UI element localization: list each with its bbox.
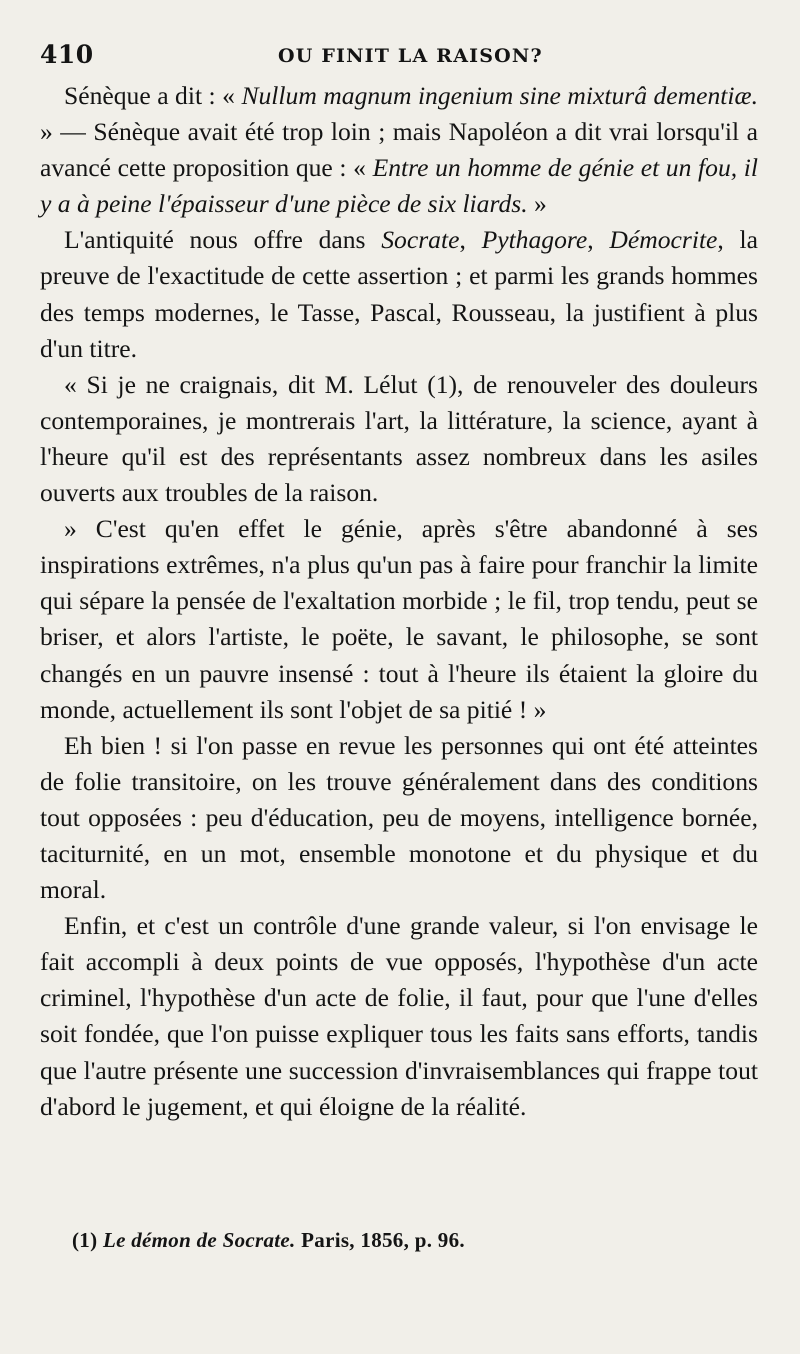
text-run: L'antiquité nous offre dans <box>64 225 382 255</box>
footnote-rest: Paris, 1856, p. 96. <box>301 1228 465 1252</box>
paragraph <box>40 511 758 728</box>
text-run: Sénèque a dit : « <box>64 81 242 110</box>
footnote <box>72 1228 465 1253</box>
paragraph <box>40 222 758 366</box>
paragraph <box>40 367 758 511</box>
text-run: , <box>587 225 610 255</box>
text-run: » <box>527 189 547 219</box>
italic-text: Nullum magnum ingenium sine mixturâ dementiæ. <box>241 81 758 110</box>
italic-text: Démocrite <box>609 225 718 255</box>
italic-text: Entre un homme de génie et un fou, il y a à peine l'épaisseur d'une pièce de six liards. <box>40 153 758 219</box>
text-run: , la preuve de l'exactitude de cette assertion ; et parmi les grands hommes des temps modernes, le Tasse, Pascal, Rousseau, la justifient à plus d'un titre. <box>40 225 759 363</box>
text-run: Enfin, et c'est un contrôle d'une grande valeur, si l'on envisage le fait accompli à deux points de vue opposés, l'hypothèse d'un acte criminel, l'hypothèse d'un acte de folie, il faut, pour que l'une d'elles soit fondée, que l'on puisse expliquer tous les faits sans efforts, tandis que l'autre présente une succession d'invraisemblances qui frappe tout d'abord le jugement, et qui éloigne de la réalité. <box>40 911 758 1121</box>
footnote-title: Le démon de Socrate. <box>102 1228 296 1252</box>
body-text <box>40 78 758 1125</box>
text-run: » C'est qu'en effet le génie, après s'être abandonné à ses inspirations extrêmes, n'a plus qu'un pas à faire pour franchir la limite qui sépare la pensée de l'exaltation morbide ; le fil, trop tendu, peut se briser, et alors l'artiste, le poëte, le savant, le philosophe, se sont changés en un pauvre insensé : tout à l'heure ils étaient la gloire du monde, actuellement ils sont l'objet de sa pitié ! » <box>40 514 758 724</box>
running-title: OU FINIT LA RAISON? <box>278 45 543 67</box>
text-run: « Si je ne craignais, dit M. Lélut (1), de renouveler des douleurs contemporaines, je montrerais l'art, la littérature, la science, ayant à l'heure qu'il est des représentants assez nombreux dans les asiles ouverts aux troubles de la raison. <box>40 369 758 508</box>
italic-text: Pythagore <box>481 225 588 255</box>
paragraph <box>40 728 758 908</box>
running-head <box>40 40 760 74</box>
footnote-marker: (1) <box>72 1228 98 1252</box>
text-run: » — Sénèque avait été trop loin ; mais Napoléon a dit vrai lorsqu'il a avancé cette proposition que : « <box>40 117 758 183</box>
text-run: , <box>459 225 482 255</box>
text-run: Eh bien ! si l'on passe en revue les personnes qui ont été atteintes de folie transitoire, on les trouve généralement dans des conditions tout opposées : peu d'éducation, peu de moyens, intelligence bornée, taciturnité, en un mot, ensemble monotone et du physique et du moral. <box>40 730 758 905</box>
page-number: 410 <box>40 40 94 69</box>
italic-text: Socrate <box>381 225 460 255</box>
paragraph <box>40 908 758 1125</box>
paragraph <box>40 78 758 222</box>
